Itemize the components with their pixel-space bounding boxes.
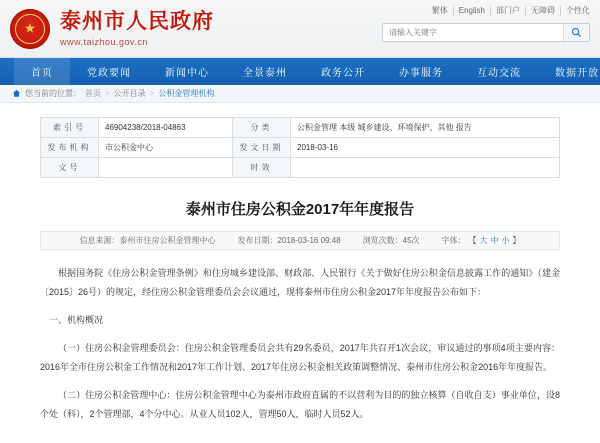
- search-button[interactable]: [563, 23, 589, 42]
- meta-value-category: 公积金管理 本级 城乡建设、环境保护、其他 报告: [291, 118, 560, 138]
- meta-label-pubdate: 发文日期: [233, 138, 291, 158]
- source-value: 泰州市住房公积金管理中心: [119, 236, 216, 245]
- document-meta-table: [40, 117, 560, 178]
- nav-item-2[interactable]: 新闻中心: [165, 68, 209, 79]
- main-nav: [0, 58, 600, 85]
- meta-value-pubdate: 2018-03-16: [291, 138, 560, 158]
- article-date: [237, 235, 340, 246]
- meta-label-publisher: 发布机构: [41, 138, 99, 158]
- meta-value-publisher: 市公积金中心: [99, 138, 233, 158]
- meta-value-index: 46904238/2018-04863: [99, 118, 233, 138]
- meta-label-index: 索引号: [41, 118, 99, 138]
- nav-item-0[interactable]: 首页: [14, 58, 70, 85]
- national-emblem-icon: [10, 9, 50, 49]
- fontsize-large-button[interactable]: 大: [479, 236, 488, 245]
- table-row: [41, 138, 560, 158]
- source-label: 信息来源：: [79, 236, 120, 245]
- top-link-0[interactable]: 繁体: [427, 6, 454, 16]
- article-section-heading-1: 一、机构概况: [49, 315, 104, 325]
- article-views: [363, 235, 420, 246]
- date-label: 发布日期：: [237, 236, 278, 245]
- table-row: [41, 158, 560, 178]
- nav-item-6[interactable]: 互动交流: [477, 68, 521, 79]
- article-body: [40, 264, 560, 424]
- breadcrumb-separator-0: >: [105, 89, 110, 98]
- views-label: 浏览次数：: [362, 236, 403, 245]
- meta-value-validity: [291, 158, 560, 178]
- nav-item-3[interactable]: 全景泰州: [243, 68, 287, 79]
- site-url: www.taizhou.gov.cn: [60, 36, 148, 47]
- font-size-switcher: [442, 235, 521, 246]
- views-value: 45次: [402, 236, 420, 245]
- emblem-star-icon: ★: [24, 20, 36, 36]
- fontsize-bracket-right: 】: [512, 236, 521, 245]
- top-link-3[interactable]: 无障碍: [526, 6, 561, 16]
- meta-label-category: 分类: [233, 118, 291, 138]
- site-title: 泰州市人民政府: [60, 9, 214, 34]
- meta-value-docno: [99, 158, 233, 178]
- meta-label-validity: 时效: [233, 158, 291, 178]
- top-links: [427, 6, 590, 16]
- meta-label-docno: 文号: [41, 158, 99, 178]
- fontsize-label: 字体：: [441, 236, 466, 245]
- breadcrumb-item-0[interactable]: 首页: [85, 89, 101, 98]
- top-link-2[interactable]: 部门户: [491, 6, 526, 16]
- breadcrumb-item-2: 公积金管理机构: [158, 89, 215, 98]
- breadcrumb: [0, 85, 600, 103]
- breadcrumb-prefix: 您当前的位置：: [25, 89, 81, 98]
- breadcrumb-item-1[interactable]: 公开目录: [113, 89, 146, 98]
- breadcrumb-separator-1: >: [149, 89, 155, 98]
- page-title: 泰州市住房公积金2017年年度报告: [185, 201, 415, 218]
- site-title-block: [60, 10, 214, 46]
- nav-item-7[interactable]: 数据开放: [555, 68, 599, 79]
- article-paragraph-3: （二）住房公积金管理中心：住房公积金管理中心为泰州市政府直属的不以营利为目的的独立核算（自收自支）事业单位，设8个处（科），2个管理部，4个分中心。从业人员102人，管理50人，临时人员52人。: [40, 390, 560, 419]
- top-link-1[interactable]: English: [454, 6, 491, 16]
- article-paragraph-2: （一）住房公积金管理委员会：住房公积金管理委员会共有29名委员，2017年共召开1次会议，审议通过的事项4项主要内容：2016年全市住房公积金工作情况和2017年工作计划、2017年住房公积金相关政策调整情况、泰州市住房公积金2016年年度报告。: [40, 343, 560, 372]
- home-icon: [12, 89, 21, 98]
- article-paragraph-0: 根据国务院《住房公积金管理条例》和住房城乡建设部、财政部、人民银行《关于做好住房公积金信息披露工作的通知》（建金〔2015〕26号）的规定，经住房公积金管理委员会会议通过，现将泰州市住房公积金2017年年度报告公布如下：: [40, 268, 560, 297]
- nav-item-5[interactable]: 办事服务: [399, 68, 443, 79]
- search-input[interactable]: [383, 24, 563, 41]
- fontsize-small-button[interactable]: 小: [501, 236, 510, 245]
- article-info-strip: [40, 231, 560, 250]
- nav-item-4[interactable]: 政务公开: [321, 68, 365, 79]
- search-bar[interactable]: [382, 23, 590, 42]
- top-link-4[interactable]: 个性化: [566, 6, 590, 15]
- nav-item-1[interactable]: 党政要闻: [87, 68, 131, 79]
- site-header: [0, 0, 600, 58]
- fontsize-bracket-left: 【: [468, 236, 477, 245]
- table-row: [41, 118, 560, 138]
- content-area: [0, 103, 600, 424]
- article-source: [79, 235, 215, 246]
- fontsize-medium-button[interactable]: 中: [490, 236, 499, 245]
- header-right: [382, 6, 590, 42]
- search-icon: [571, 27, 582, 38]
- date-value: 2018-03-16 09:48: [277, 236, 341, 245]
